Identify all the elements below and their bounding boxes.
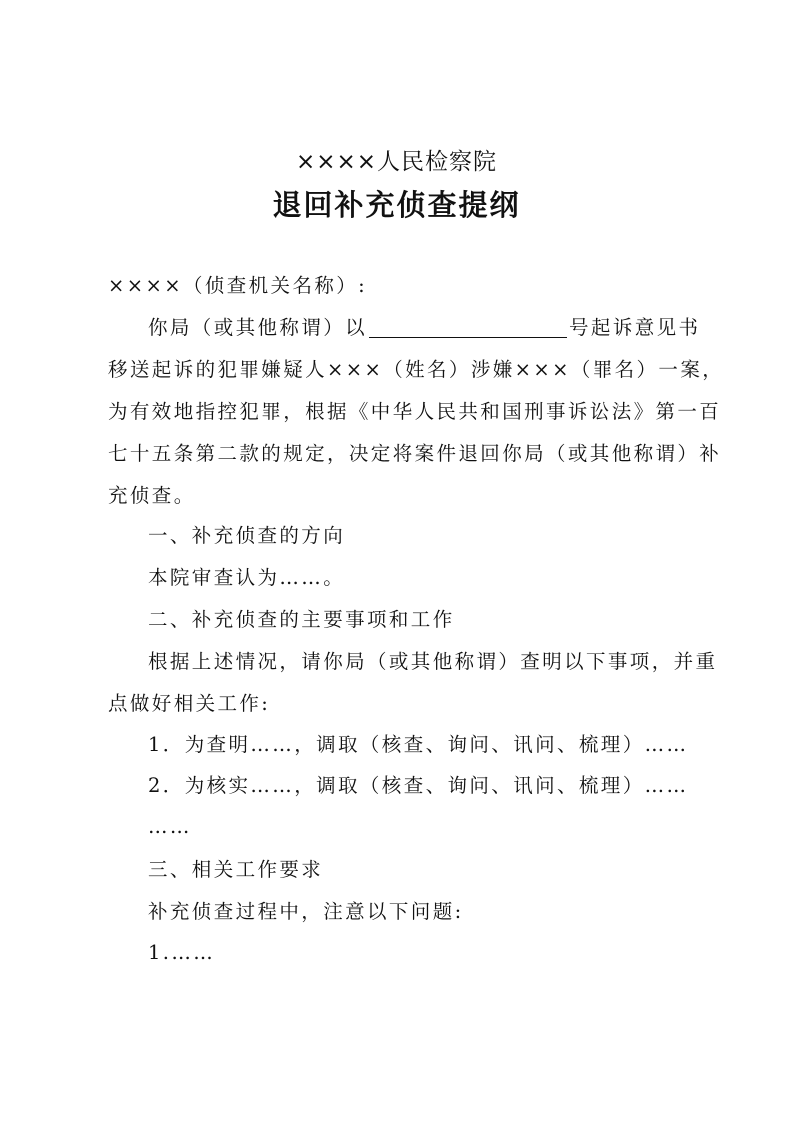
paragraph-1-line-3: 为有效地指控犯罪，根据《中华人民共和国刑事诉讼法》第一百	[108, 400, 722, 423]
paragraph-1-line-1	[148, 314, 748, 342]
section-2-item-2: 2．为核实……，调取（核查、询问、讯问、梳理）……	[148, 774, 689, 797]
paragraph-1-line-4: 七十五条第二款的规定，决定将案件退回你局（或其他称谓）补	[108, 442, 722, 465]
section-2-item-1: 1．为查明……，调取（核查、询问、讯问、梳理）……	[148, 733, 689, 756]
paragraph-1-part-2: 号起诉意见书	[569, 316, 701, 339]
paragraph-1-part-1: 你局（或其他称谓）以	[148, 316, 368, 339]
section-3-item-1: 1.……	[148, 941, 216, 964]
addressee: ××××（侦查机关名称）:	[108, 274, 368, 297]
procuratorate-name: ××××人民检察院	[295, 149, 498, 175]
paragraph-1-line-5: 充侦查。	[108, 484, 196, 507]
document-title: 退回补充侦查提纲	[272, 188, 521, 222]
paragraph-1-line-2: 移送起诉的犯罪嫌疑人×××（姓名）涉嫌×××（罪名）一案，	[108, 358, 725, 381]
section-2-heading: 二、补充侦查的主要事项和工作	[148, 608, 455, 631]
document-number-blank	[369, 315, 567, 338]
section-3-heading: 三、相关工作要求	[148, 858, 324, 881]
section-1-text: 本院审查认为……。	[148, 566, 346, 589]
section-2-ellipsis: ……	[148, 815, 192, 838]
section-1-heading: 一、补充侦查的方向	[148, 524, 346, 547]
section-2-line-1: 根据上述情况，请你局（或其他称谓）查明以下事项，并重	[148, 650, 718, 673]
section-2-line-2: 点做好相关工作:	[108, 692, 271, 715]
section-3-text: 补充侦查过程中，注意以下问题:	[148, 900, 464, 923]
